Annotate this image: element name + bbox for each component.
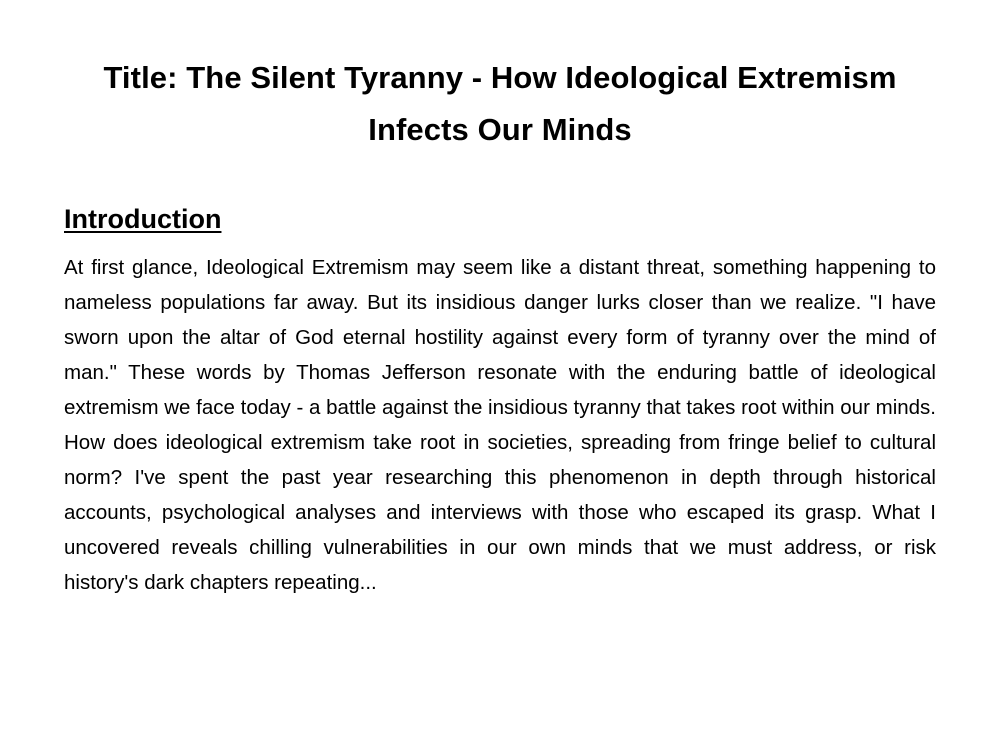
- document-title: Title: The Silent Tyranny - How Ideological Extremism Infects Our Minds: [103, 60, 897, 148]
- section-heading-introduction: Introduction: [64, 204, 222, 235]
- introduction-paragraph: At first glance, Ideological Extremism may seem like a distant threat, something happening to nameless populations far away. But its insidious danger lurks closer than we realize. "I have sworn upon the altar of God eternal hostility against every form of tyranny over the mind of man." These words by Thomas Jefferson resonate with the enduring battle of ideological extremism we face today - a battle against the insidious tyranny that takes root within our minds. How does ideological extremism take root in societies, spreading from fringe belief to cultural norm? I've spent the past year researching this phenomenon in depth through historical accounts, psychological analyses and interviews with those who escaped its grasp. What I uncovered reveals chilling vulnerabilities in our own minds that we must address, or risk history's dark chapters repeating...: [64, 255, 936, 594]
